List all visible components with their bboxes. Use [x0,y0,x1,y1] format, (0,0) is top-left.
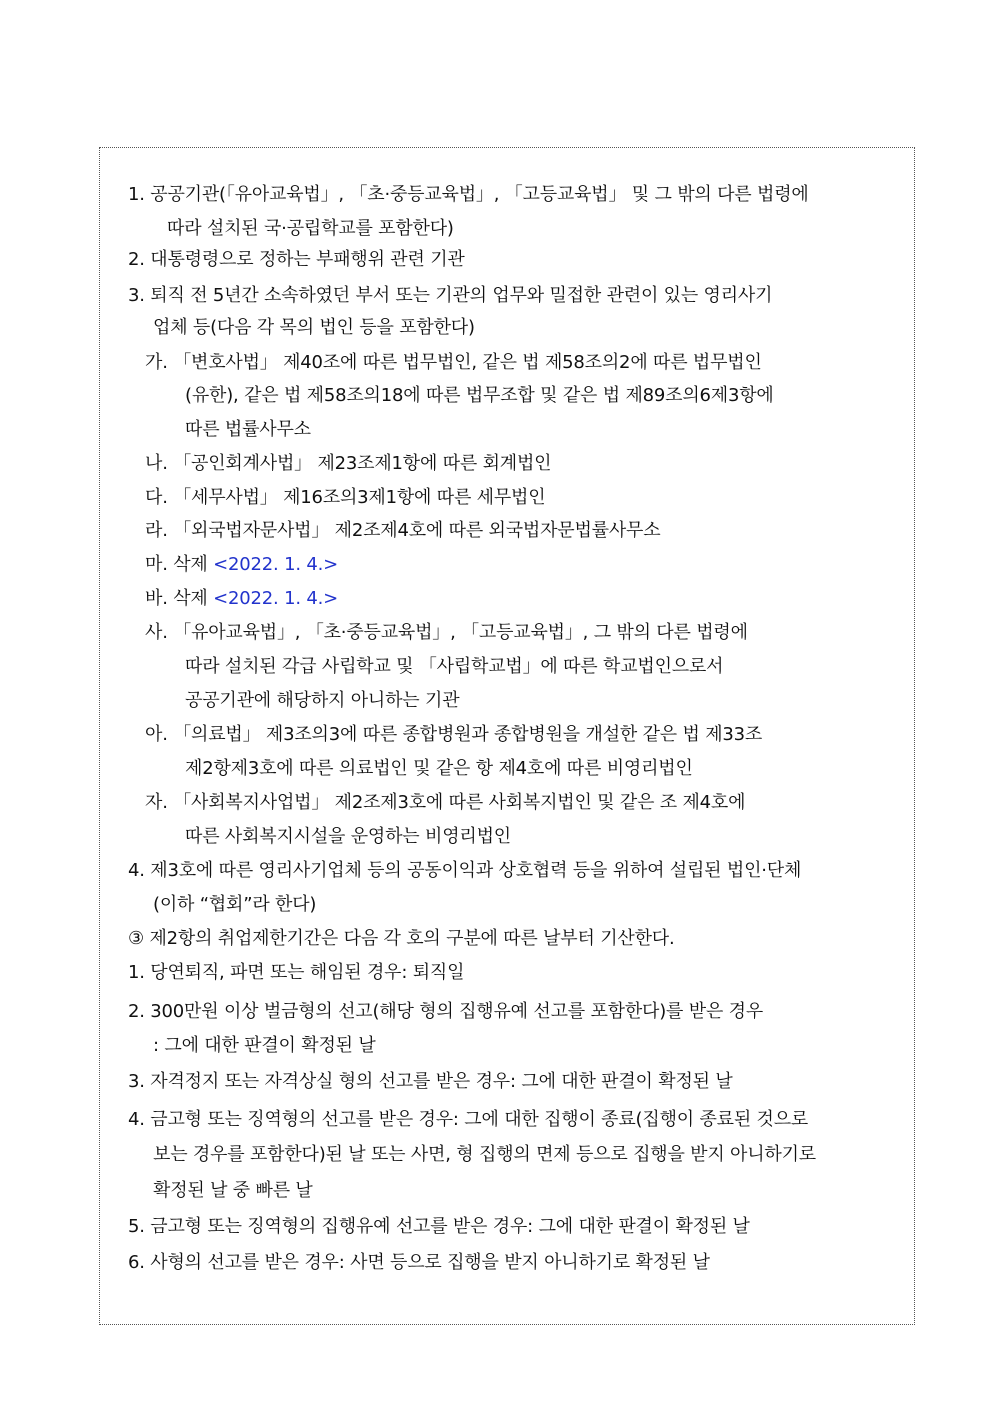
list-item: 따른 사회복지시설을 운영하는 비영리법인 [185,826,511,847]
list-item: 따라 설치된 국·공립학교를 포함한다) [167,218,454,239]
list-item: 자. 「사회복지사업법」 제2조제3호에 따른 사회복지법인 및 같은 조 제4호에 [145,792,746,813]
list-item [145,553,338,577]
list-item: 3. 자격정지 또는 자격상실 형의 선고를 받은 경우: 그에 대한 판결이 확정된 날 [128,1071,733,1092]
list-item: 확정된 날 중 빠른 날 [153,1180,313,1201]
list-item: 5. 금고형 또는 징역형의 집행유예 선고를 받은 경우: 그에 대한 판결이 확정된 날 [128,1216,750,1237]
list-item: 사. 「유아교육법」, 「초·중등교육법」, 「고등교육법」, 그 밖의 다른 법령에 [145,622,748,643]
list-item: 제2항제3호에 따른 의료법인 및 같은 항 제4호에 따른 비영리법인 [185,758,693,779]
list-item: (유한), 같은 법 제58조의18에 따른 법무조합 및 같은 법 제89조의6제3항에 [185,385,774,406]
list-item: 4. 금고형 또는 징역형의 선고를 받은 경우: 그에 대한 집행이 종료(집행이 종료된 것으로 [128,1109,809,1130]
list-item: : 그에 대한 판결이 확정된 날 [153,1035,376,1056]
list-item: 공공기관에 해당하지 아니하는 기관 [185,690,460,711]
list-item: 6. 사형의 선고를 받은 경우: 사면 등으로 집행을 받지 아니하기로 확정된 날 [128,1252,710,1273]
list-item: 1. 공공기관(「유아교육법」, 「초·중등교육법」, 「고등교육법」 및 그 밖의 다른 법령에 [128,184,809,205]
list-item: 1. 당연퇴직, 파면 또는 해임된 경우: 퇴직일 [128,962,465,983]
item-text: 마. 삭제 [145,554,214,575]
list-item: 다. 「세무사법」 제16조의3제1항에 따른 세무법인 [145,487,546,508]
list-item: (이하 “협회”라 한다) [153,894,317,915]
item-text: 바. 삭제 [145,588,214,609]
amendment-date: <2022. 1. 4.> [213,554,339,575]
list-item: 2. 300만원 이상 벌금형의 선고(해당 형의 집행유예 선고를 포함한다)를 받은 경우 [128,1001,764,1022]
list-item: 보는 경우를 포함한다)된 날 또는 사면, 형 집행의 면제 등으로 집행을 받지 아니하기로 [153,1144,816,1165]
list-item: 업체 등(다음 각 목의 법인 등을 포함한다) [153,317,475,338]
list-item: 2. 대통령령으로 정하는 부패행위 관련 기관 [128,249,465,270]
list-item: 따라 설치된 각급 사립학교 및 「사립학교법」에 따른 학교법인으로서 [185,656,724,677]
list-item [145,587,338,611]
amendment-date: <2022. 1. 4.> [213,588,339,609]
list-item: 4. 제3호에 따른 영리사기업체 등의 공동이익과 상호협력 등을 위하여 설립된 법인·단체 [128,860,802,881]
paragraph-heading: ③ 제2항의 취업제한기간은 다음 각 호의 구분에 따른 날부터 기산한다. [128,928,675,949]
list-item: 따른 법률사무소 [185,419,311,440]
list-item: 3. 퇴직 전 5년간 소속하였던 부서 또는 기관의 업무와 밀접한 관련이 있는 영리사기 [128,285,773,306]
list-item: 나. 「공인회계사법」 제23조제1항에 따른 회계법인 [145,453,552,474]
list-item: 아. 「의료법」 제3조의3에 따른 종합병원과 종합병원을 개설한 같은 법 제33조 [145,724,763,745]
list-item: 가. 「변호사법」 제40조에 따른 법무법인, 같은 법 제58조의2에 따른 법무법인 [145,352,762,373]
list-item: 라. 「외국법자문사법」 제2조제4호에 따른 외국법자문법률사무소 [145,520,661,541]
